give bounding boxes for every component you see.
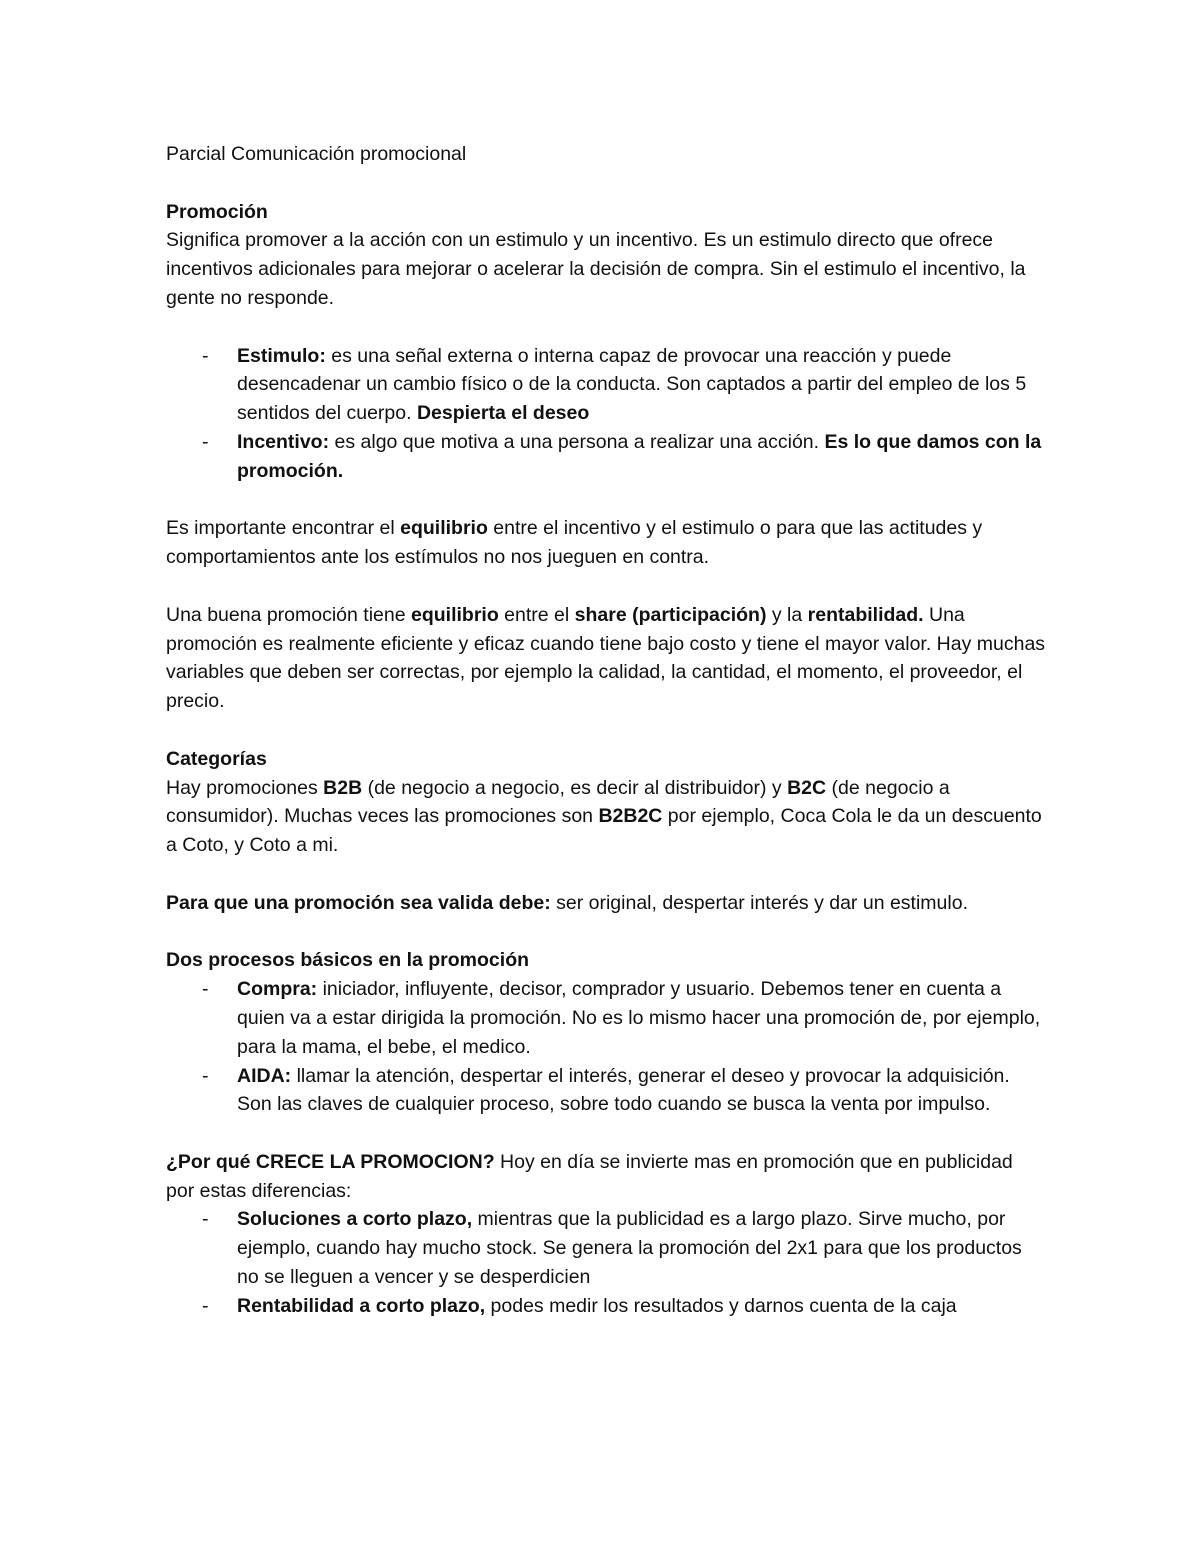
promocion-paragraph: Significa promover a la acción con un estimulo y un incentivo. Es un estimulo directo que ofrece incentivos adicionales para mejorar o acelerar la decisión de compra. Sin el estimulo el incentivo, la gente no responde. bbox=[166, 229, 1026, 309]
dash-bullet: - bbox=[202, 344, 209, 367]
valida-paragraph: Para que una promoción sea valida debe: ser original, despertar interés y dar un estimulo. bbox=[166, 891, 968, 914]
section-heading-promocion: Promoción bbox=[166, 200, 268, 223]
crece-list bbox=[166, 1205, 1046, 1320]
dash-bullet: - bbox=[202, 1294, 209, 1317]
list-item-soluciones bbox=[166, 1205, 1046, 1291]
list-item-compra bbox=[166, 975, 1046, 1061]
incentivo-text: es algo que motiva a una persona a realizar una acción. bbox=[329, 430, 825, 453]
estimulo-emphasis: Despierta el deseo bbox=[416, 402, 590, 425]
rentabilidad-text: podes medir los resultados y darnos cuenta de la caja bbox=[485, 1294, 957, 1317]
term-estimulo: Estimulo: bbox=[237, 344, 326, 367]
categorias-paragraph: Hay promociones B2B (de negocio a negocio, es decir al distribuidor) y B2C (de negocio a consumidor). Muchas veces las promociones son B2B2C por ejemplo, Coca Cola le da un descuento a Coto, y Coto a mi. bbox=[166, 776, 1042, 857]
buena-promocion-paragraph: Una buena promoción tiene equilibrio entre el share (participación) y la rentabilidad. Una promoción es realmente eficiente y eficaz cuando tiene bajo costo y tiene el mayor valor. Hay muchas variables que deben ser correctas, por ejemplo la calidad, la cantidad, el momento, el proveedor, el precio. bbox=[166, 603, 1046, 713]
document-title: Parcial Comunicación promocional bbox=[166, 143, 467, 165]
section-heading-categorias: Categorías bbox=[166, 747, 267, 770]
aida-text: llamar la atención, despertar el interés, generar el deseo y provocar la adquisición. Son las claves de cualquier proceso, sobre todo cuando se busca la venta por impulso. bbox=[237, 1064, 1010, 1116]
soluciones-text: mientras que la publicidad es a largo plazo. Sirve mucho, por ejemplo, cuando hay mucho stock. Se genera la promoción del 2x1 para que los productos no se lleguen a vencer y se desperdicien bbox=[237, 1208, 1022, 1289]
estimulo-text: es una señal externa o interna capaz de provocar una reacción y puede desencadenar un cambio físico o de la conducta. Son captados a partir del empleo de los 5 sentidos del cuerpo. bbox=[237, 344, 1027, 425]
term-soluciones: Soluciones a corto plazo, bbox=[237, 1208, 473, 1231]
term-compra: Compra: bbox=[237, 978, 318, 1001]
dash-bullet: - bbox=[202, 1208, 209, 1231]
procesos-list bbox=[166, 975, 1046, 1119]
dash-bullet: - bbox=[202, 1064, 209, 1087]
list-item-estimulo bbox=[166, 342, 1046, 428]
list-item-aida bbox=[166, 1062, 1046, 1120]
crece-paragraph: ¿Por qué CRECE LA PROMOCION? Hoy en día se invierte mas en promoción que en publicidad por estas diferencias: bbox=[166, 1150, 1013, 1202]
section-heading-procesos: Dos procesos básicos en la promoción bbox=[166, 949, 530, 972]
compra-text: iniciador, influyente, decisor, comprador y usuario. Debemos tener en cuenta a quien va a estar dirigida la promoción. No es lo mismo hacer una promoción de, por ejemplo, para la mama, el bebe, el medico. bbox=[237, 978, 1041, 1058]
list-item-rentabilidad bbox=[166, 1292, 1046, 1321]
incentivo-emphasis: Es lo que damos con la promoción. bbox=[237, 430, 1042, 482]
equilibrio-paragraph: Es importante encontrar el equilibrio entre el incentivo y el estimulo o para que las actitudes y comportamientos ante los estímulos no nos jueguen en contra. bbox=[166, 517, 983, 569]
term-rentabilidad: Rentabilidad a corto plazo, bbox=[237, 1294, 486, 1317]
promocion-list bbox=[166, 342, 1046, 486]
term-aida: AIDA: bbox=[237, 1064, 292, 1087]
list-item-incentivo bbox=[166, 428, 1046, 486]
term-incentivo: Incentivo: bbox=[237, 430, 330, 453]
dash-bullet: - bbox=[202, 978, 209, 1001]
document-page bbox=[166, 140, 1046, 1321]
dash-bullet: - bbox=[202, 430, 209, 453]
